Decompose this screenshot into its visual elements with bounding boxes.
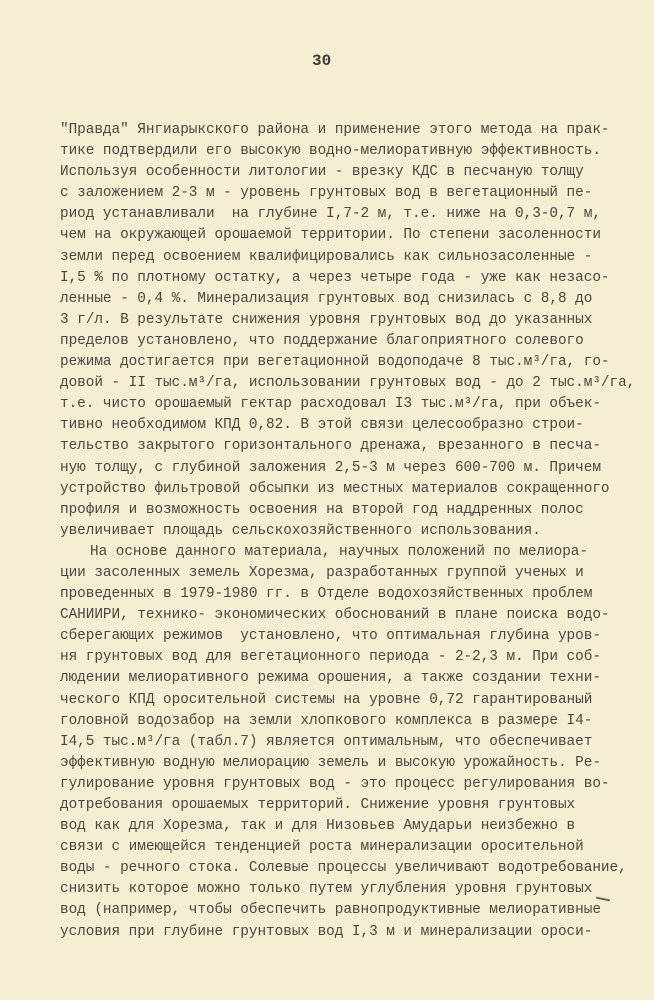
- text-line: тивно необходимом КПД 0,82. В этой связи целесообразно строи-: [60, 417, 584, 434]
- text-line: т.е. чисто орошаемый гектар расходовал I3 тыс.м³/га, при объек-: [60, 396, 601, 413]
- text-line: людении мелиоративного режима орошения, а также создании техни-: [60, 670, 601, 687]
- text-line: эффективную водную мелиорацию земель и высокую урожайность. Ре-: [60, 754, 601, 771]
- text-line: земли перед освоением квалифицировались как сильнозасоленные -: [60, 248, 593, 265]
- text-line: устройство фильтровой обсыпки из местных материалов сокращенного: [60, 480, 610, 497]
- text-line: довой - II тыс.м³/га, использовании грунтовых вод - до 2 тыс.м³/га,: [60, 375, 636, 392]
- text-line: тельство закрытого горизонтального дренажа, врезанного в песча-: [60, 438, 601, 455]
- text-line: "Правда" Янгиарыкского района и применение этого метода на прак-: [60, 122, 610, 138]
- text-line: профиля и возможность освоения на второй год наддренных полос: [60, 501, 584, 518]
- text-line: ческого КПД оросительной системы на уровне 0,72 гарантированый: [60, 691, 593, 708]
- text-line: ня грунтовых вод для вегетационного периода - 2-2,3 м. При соб-: [60, 649, 601, 666]
- text-line: I,5 % по плотному остатку, а через четыре года - уже как незасо-: [60, 269, 610, 286]
- text-line: ную толщу, с глубиной заложения 2,5-3 м через 600-700 м. Причем: [60, 459, 601, 476]
- text-line: связи с имеющейся тенденцией роста минерализации оросительной: [60, 839, 584, 856]
- text-line: тике подтвердили его высокую водно-мелиоративную эффективность.: [60, 143, 601, 160]
- text-line: риод устанавливали на глубине I,7-2 м, т.е. ниже на 0,3-0,7 м,: [60, 206, 601, 223]
- text-line: I4,5 тыс.м³/га (табл.7) является оптимальным, что обеспечивает: [60, 733, 593, 750]
- text-line: гулирование уровня грунтовых вод - это процесс регулирования во-: [60, 775, 610, 792]
- text-line: пределов установлено, что поддержание благоприятного солевого: [60, 332, 584, 349]
- text-line: На основе данного материала, научных положений по мелиора-: [90, 543, 588, 560]
- text-line: чем на окружающей орошаемой территории. По степени засоленности: [60, 227, 601, 244]
- text-line: с заложением 2-3 м - уровень грунтовых вод в вегетационный пе-: [60, 185, 593, 202]
- document-body: [60, 120, 650, 943]
- text-line: вод (например, чтобы обеспечить равнопродуктивные мелиоративные: [60, 902, 601, 919]
- text-line: режима достигается при вегетационной водоподаче 8 тыс.м³/га, го-: [60, 354, 610, 371]
- text-line: дотребования орошаемых территорий. Снижение уровня грунтовых: [60, 797, 576, 813]
- text-line: ленные - 0,4 %. Минерализация грунтовых вод снизилась с 8,8 до: [60, 290, 593, 307]
- page-number: 30: [312, 52, 332, 70]
- text-line: 3 г/л. В результате снижения уровня грунтовых вод до указанных: [60, 311, 593, 328]
- text-line: САНИИРИ, технико- экономических обоснований в плане поиска водо-: [60, 607, 610, 624]
- text-line: Используя особенности литологии - врезку КДС в песчаную толщу: [60, 164, 584, 181]
- text-line: ции засоленных земель Хорезма, разработанных группой ученых и: [60, 564, 584, 581]
- text-line: условия при глубине грунтовых вод I,3 м и минерализации ороси-: [60, 923, 593, 940]
- text-line: увеличивает площадь сельскохозяйственного использования.: [60, 522, 541, 539]
- text-line: головной водозабор на земли хлопкового комплекса в размере I4-: [60, 712, 593, 729]
- text-line: воды - речного стока. Солевые процессы увеличивают водотребование,: [60, 860, 627, 877]
- text-line: сберегающих режимов установлено, что оптимальная глубина уров-: [60, 628, 601, 645]
- text-line: вод как для Хорезма, так и для Низовьев Амударьи неизбежно в: [60, 818, 576, 835]
- text-line: снизить которое можно только путем углубления уровня грунтовых: [60, 881, 593, 898]
- text-line: проведенных в 1979-1980 гг. в Отделе водохозяйственных проблем: [60, 586, 593, 603]
